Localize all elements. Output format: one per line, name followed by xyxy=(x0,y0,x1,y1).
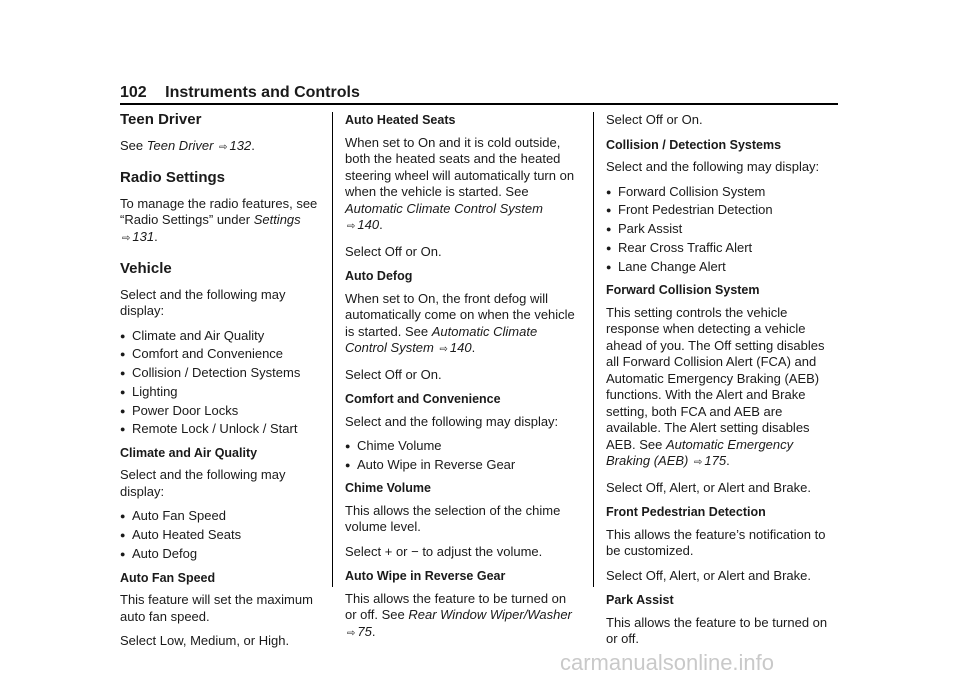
collision-intro: Select and the following may display: xyxy=(606,159,820,174)
forward-collision-text: This setting controls the vehicle response when detecting a vehicle ahead of you. The Off setting disables all Forward Collision Alert (FCA) and Automatic Emergency Braking (AEB) functions. With the Alert and Brake setting, both FCA and AEB are available. The Alert setting disables AEB. See Automatic Emergency Braking (AEB) ⇨ 175. xyxy=(606,304,825,469)
heated-seats-heading: Auto Heated Seats xyxy=(345,113,456,127)
chime-volume-heading: Chime Volume xyxy=(345,481,431,496)
list-item: ● Lane Change Alert xyxy=(606,259,838,276)
header-rule xyxy=(120,103,838,105)
aeb-link[interactable]: Automatic Emergency Braking (AEB) xyxy=(606,436,794,469)
column-divider-1 xyxy=(332,112,333,587)
column-divider-2 xyxy=(593,112,594,587)
column-1 xyxy=(120,112,320,658)
list-item: ● Collision / Detection Systems xyxy=(120,365,320,382)
page-ref[interactable]: 140 xyxy=(449,340,472,355)
fan-speed-text: This feature will set the maximum auto fan speed. xyxy=(120,592,313,624)
auto-wipe-text: This allows the feature to be turned on or off. See Rear Window Wiper/Washer ⇨ 75. xyxy=(345,590,572,639)
auto-defog-text: When set to On, the front defog will automatically come on when the vehicle is started. See Automatic Climate Control System ⇨ 140. xyxy=(345,290,575,355)
climate-heading: Climate and Air Quality xyxy=(120,445,258,460)
list-item: ● Comfort and Convenience xyxy=(120,346,320,363)
ref-arrow-icon: ⇨ xyxy=(347,221,356,232)
list-item: ● Rear Cross Traffic Alert xyxy=(606,240,838,257)
auto-defog-heading: Auto Defog xyxy=(345,269,413,283)
radio-settings-text: To manage the radio features, see “Radio Settings” under Settings ⇨ 131. xyxy=(120,195,318,244)
vehicle-intro: Select and the following may display: xyxy=(120,286,286,318)
list-item: ● Auto Defog xyxy=(120,546,320,563)
list-item: ● Power Door Locks xyxy=(120,403,320,420)
list-item: ● Lighting xyxy=(120,384,320,401)
radio-settings-heading: Radio Settings xyxy=(120,169,226,186)
list-item: ● Auto Wipe in Reverse Gear xyxy=(345,457,577,474)
climate-intro: Select and the following may display: xyxy=(120,467,286,499)
list-item: ● Front Pedestrian Detection xyxy=(606,202,838,219)
watermark: carmanualsonline.info xyxy=(560,650,775,675)
comfort-heading: Comfort and Convenience xyxy=(345,392,501,406)
auto-defog-select: Select Off or On. xyxy=(345,366,442,382)
list-item: ● Auto Heated Seats xyxy=(120,527,320,544)
rear-wiper-link[interactable]: Rear Window Wiper/Washer xyxy=(408,607,572,623)
fan-speed-select: Select Low, Medium, or High. xyxy=(120,633,290,649)
page-ref[interactable]: 131 xyxy=(132,228,155,244)
comfort-list xyxy=(345,438,577,473)
list-item: ● Auto Fan Speed xyxy=(120,508,320,525)
page-number: 102 xyxy=(120,84,147,101)
vehicle-heading: Vehicle xyxy=(120,260,172,277)
collision-heading: Collision / Detection Systems xyxy=(606,137,782,152)
list-item: ● Park Assist xyxy=(606,221,838,238)
park-assist-heading: Park Assist xyxy=(606,593,674,608)
ref-arrow-icon: ⇨ xyxy=(122,232,131,244)
forward-collision-heading: Forward Collision System xyxy=(606,283,760,298)
teen-driver-heading: Teen Driver xyxy=(120,111,202,128)
park-assist-text: This allows the feature to be turned on or off. xyxy=(606,614,828,647)
heated-seats-select: Select Off or On. xyxy=(345,243,442,259)
column-3 xyxy=(606,112,838,656)
top-select: Select Off or On. xyxy=(606,112,703,127)
settings-link[interactable]: Settings xyxy=(253,212,301,227)
page-ref[interactable]: 75 xyxy=(357,623,372,639)
page-ref[interactable]: 140 xyxy=(357,217,380,232)
teen-driver-ref: See Teen Driver ⇨ 132. xyxy=(120,137,255,153)
teen-driver-link[interactable]: Teen Driver xyxy=(146,137,214,153)
forward-collision-select: Select Off, Alert, or Alert and Brake. xyxy=(606,479,811,495)
section-title: Instruments and Controls xyxy=(165,84,360,101)
auto-wipe-heading: Auto Wipe in Reverse Gear xyxy=(345,569,506,584)
list-item: ● Forward Collision System xyxy=(606,184,838,201)
page-ref[interactable]: 132 xyxy=(229,137,252,153)
pedestrian-text: This allows the feature’s notification to be customized. xyxy=(606,526,826,559)
ref-arrow-icon: ⇨ xyxy=(347,627,356,639)
climate-control-link[interactable]: Automatic Climate Control System xyxy=(345,200,543,216)
collision-list xyxy=(606,184,838,276)
ref-arrow-icon: ⇨ xyxy=(694,457,703,469)
page-ref[interactable]: 175 xyxy=(704,453,727,469)
heated-seats-text: When set to On and it is cold outside, both the heated seats and the heated steering wheel will automatically turn on when the vehicle is started. See Automatic Climate Control System ⇨ 140. xyxy=(345,134,575,232)
pedestrian-heading: Front Pedestrian Detection xyxy=(606,505,766,520)
list-item: ● Climate and Air Quality xyxy=(120,328,320,345)
column-2 xyxy=(345,112,577,650)
fan-speed-heading: Auto Fan Speed xyxy=(120,570,216,585)
pedestrian-select: Select Off, Alert, or Alert and Brake. xyxy=(606,567,811,583)
list-item: ● Chime Volume xyxy=(345,438,577,455)
ref-arrow-icon: ⇨ xyxy=(219,141,228,153)
chime-volume-text: This allows the selection of the chime volume level. xyxy=(345,502,561,535)
comfort-intro: Select and the following may display: xyxy=(345,413,559,429)
climate-list xyxy=(120,508,320,562)
ref-arrow-icon: ⇨ xyxy=(439,344,448,355)
chime-volume-select: Select + or − to adjust the volume. xyxy=(345,543,543,559)
climate-control-link[interactable]: Automatic Climate Control System xyxy=(345,323,538,355)
list-item: ● Remote Lock / Unlock / Start xyxy=(120,421,320,438)
vehicle-list xyxy=(120,328,320,438)
